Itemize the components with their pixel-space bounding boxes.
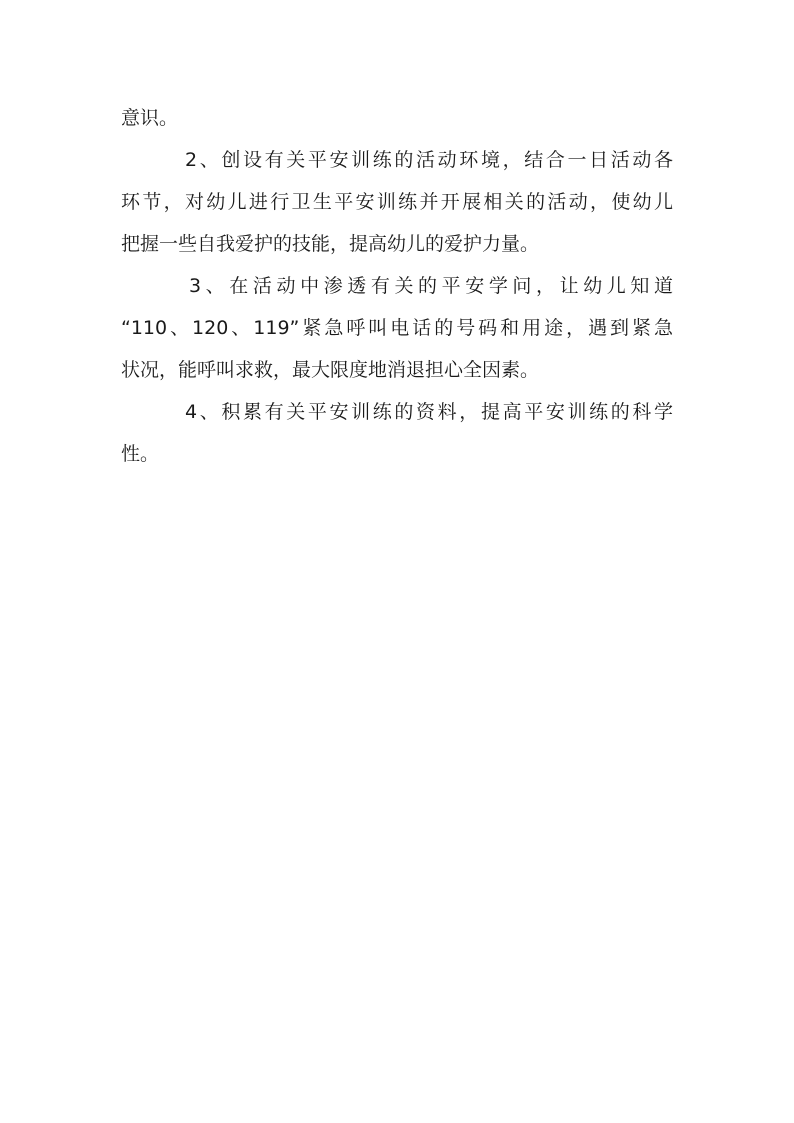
paragraph-3-line-1: 3、在活动中渗透有关的平安学问，让幼儿知道 bbox=[189, 275, 673, 297]
paragraph-4-line-2: 性。 bbox=[121, 443, 160, 465]
paragraph-2-line-1: 2、创设有关平安训练的活动环境，结合一日活动各 bbox=[185, 149, 673, 171]
text-line: 意识。 bbox=[121, 107, 179, 129]
paragraph-2-line-2: 环节，对幼儿进行卫生平安训练并开展相关的活动，使幼儿 bbox=[121, 191, 673, 213]
paragraph-3-line-2: “110、120、119”紧急呼叫电话的号码和用途，遇到紧急 bbox=[121, 317, 673, 339]
paragraph-3-line-3: 状况，能呼叫求救，最大限度地消退担心全因素。 bbox=[121, 359, 540, 381]
paragraph-4-line-1: 4、积累有关平安训练的资料，提高平安训练的科学 bbox=[185, 401, 673, 423]
body-text bbox=[121, 97, 673, 475]
paragraph-2-line-3: 把握一些自我爱护的技能，提高幼儿的爱护力量。 bbox=[121, 233, 540, 255]
